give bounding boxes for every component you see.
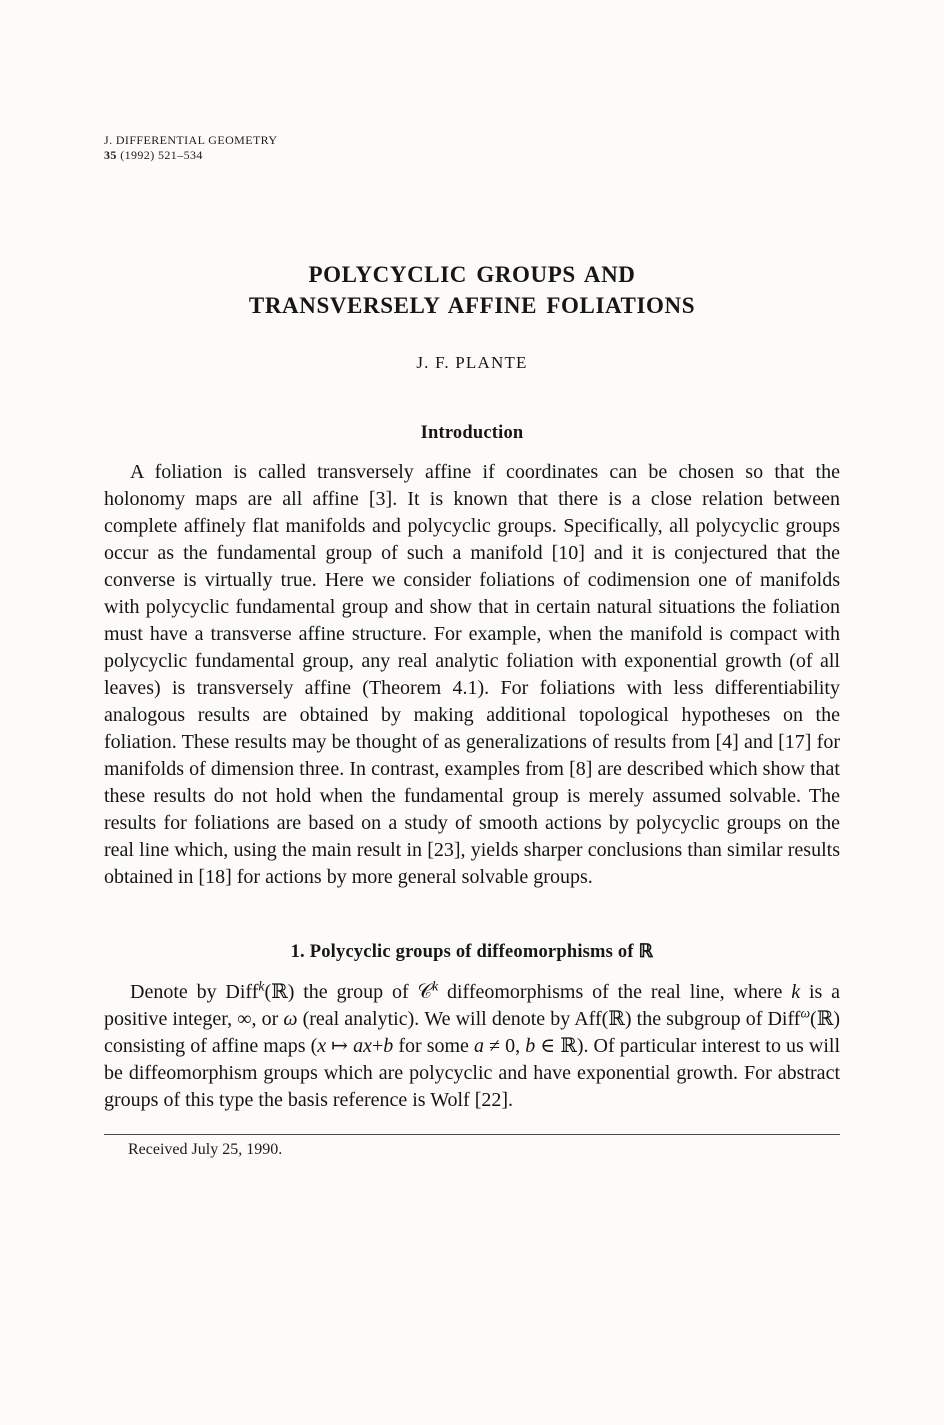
footnote-text: Received July 25, 1990. [128,1140,283,1158]
paper-title [104,259,840,321]
introduction-heading: Introduction [420,423,524,443]
journal-name: J. DIFFERENTIAL GEOMETRY [104,133,278,147]
paper-title-line2: TRANSVERSELY AFFINE FOLIATIONS [248,293,696,318]
paper-title-line1: POLYCYCLIC GROUPS AND [308,262,636,287]
journal-header [104,133,840,163]
section1-paragraph: Denote by Diff$^k$(ℝ) the group of 𝒞$^k$ diffeomorphisms of the real line, where k is a positive integer, ∞, or ω (real analytic). We will denote by Aff(ℝ) the subgroup of Diff$^\omega$(ℝ) consisting of affine maps (x ↦ ax+b for some a ≠ 0, b ∈ ℝ). Of particular interest to us will be diffeomorphism groups which are polycyclic and have exponential growth. For abstract groups of this type the basis reference is Wolf [22]. [104,978,841,1111]
section1-heading: 1. Polycyclic groups of diffeomorphisms of ℝ [290,942,654,963]
author-name: J. F. PLANTE [416,353,528,372]
introduction-paragraph: A foliation is called transversely affine if coordinates can be chosen so that the holonomy maps are all affine [3]. It is known that there is a close relation between complete affinely flat manifolds and polycyclic groups. Specifically, all polycyclic groups occur as the fundamental group of such a manifold [10] and it is conjectured that the converse is virtually true. Here we consider foliations of codimension one of manifolds with polycyclic fundamental group and show that in certain natural situations the foliation must have a transverse affine structure. For example, when the manifold is compact with polycyclic fundamental group, any real analytic foliation with exponential growth (of all leaves) is transversely affine (Theorem 4.1). For foliations with less differentiability analogous results are obtained by making additional topological hypotheses on the foliation. These results may be thought of as generalizations of results from [4] and [17] for manifolds of dimension three. In contrast, examples from [8] are described which show that these results do not hold when the fundamental group is merely assumed solvable. The results for foliations are based on a study of smooth actions by polycyclic groups on the real line which, using the main result in [23], yields sharper conclusions than similar results obtained in [18] for actions by more general solvable groups. [104,461,840,889]
footnote-block [104,1134,840,1160]
journal-issue: 35 (1992) 521–534 [104,148,203,162]
footnote-rule [104,1134,840,1135]
